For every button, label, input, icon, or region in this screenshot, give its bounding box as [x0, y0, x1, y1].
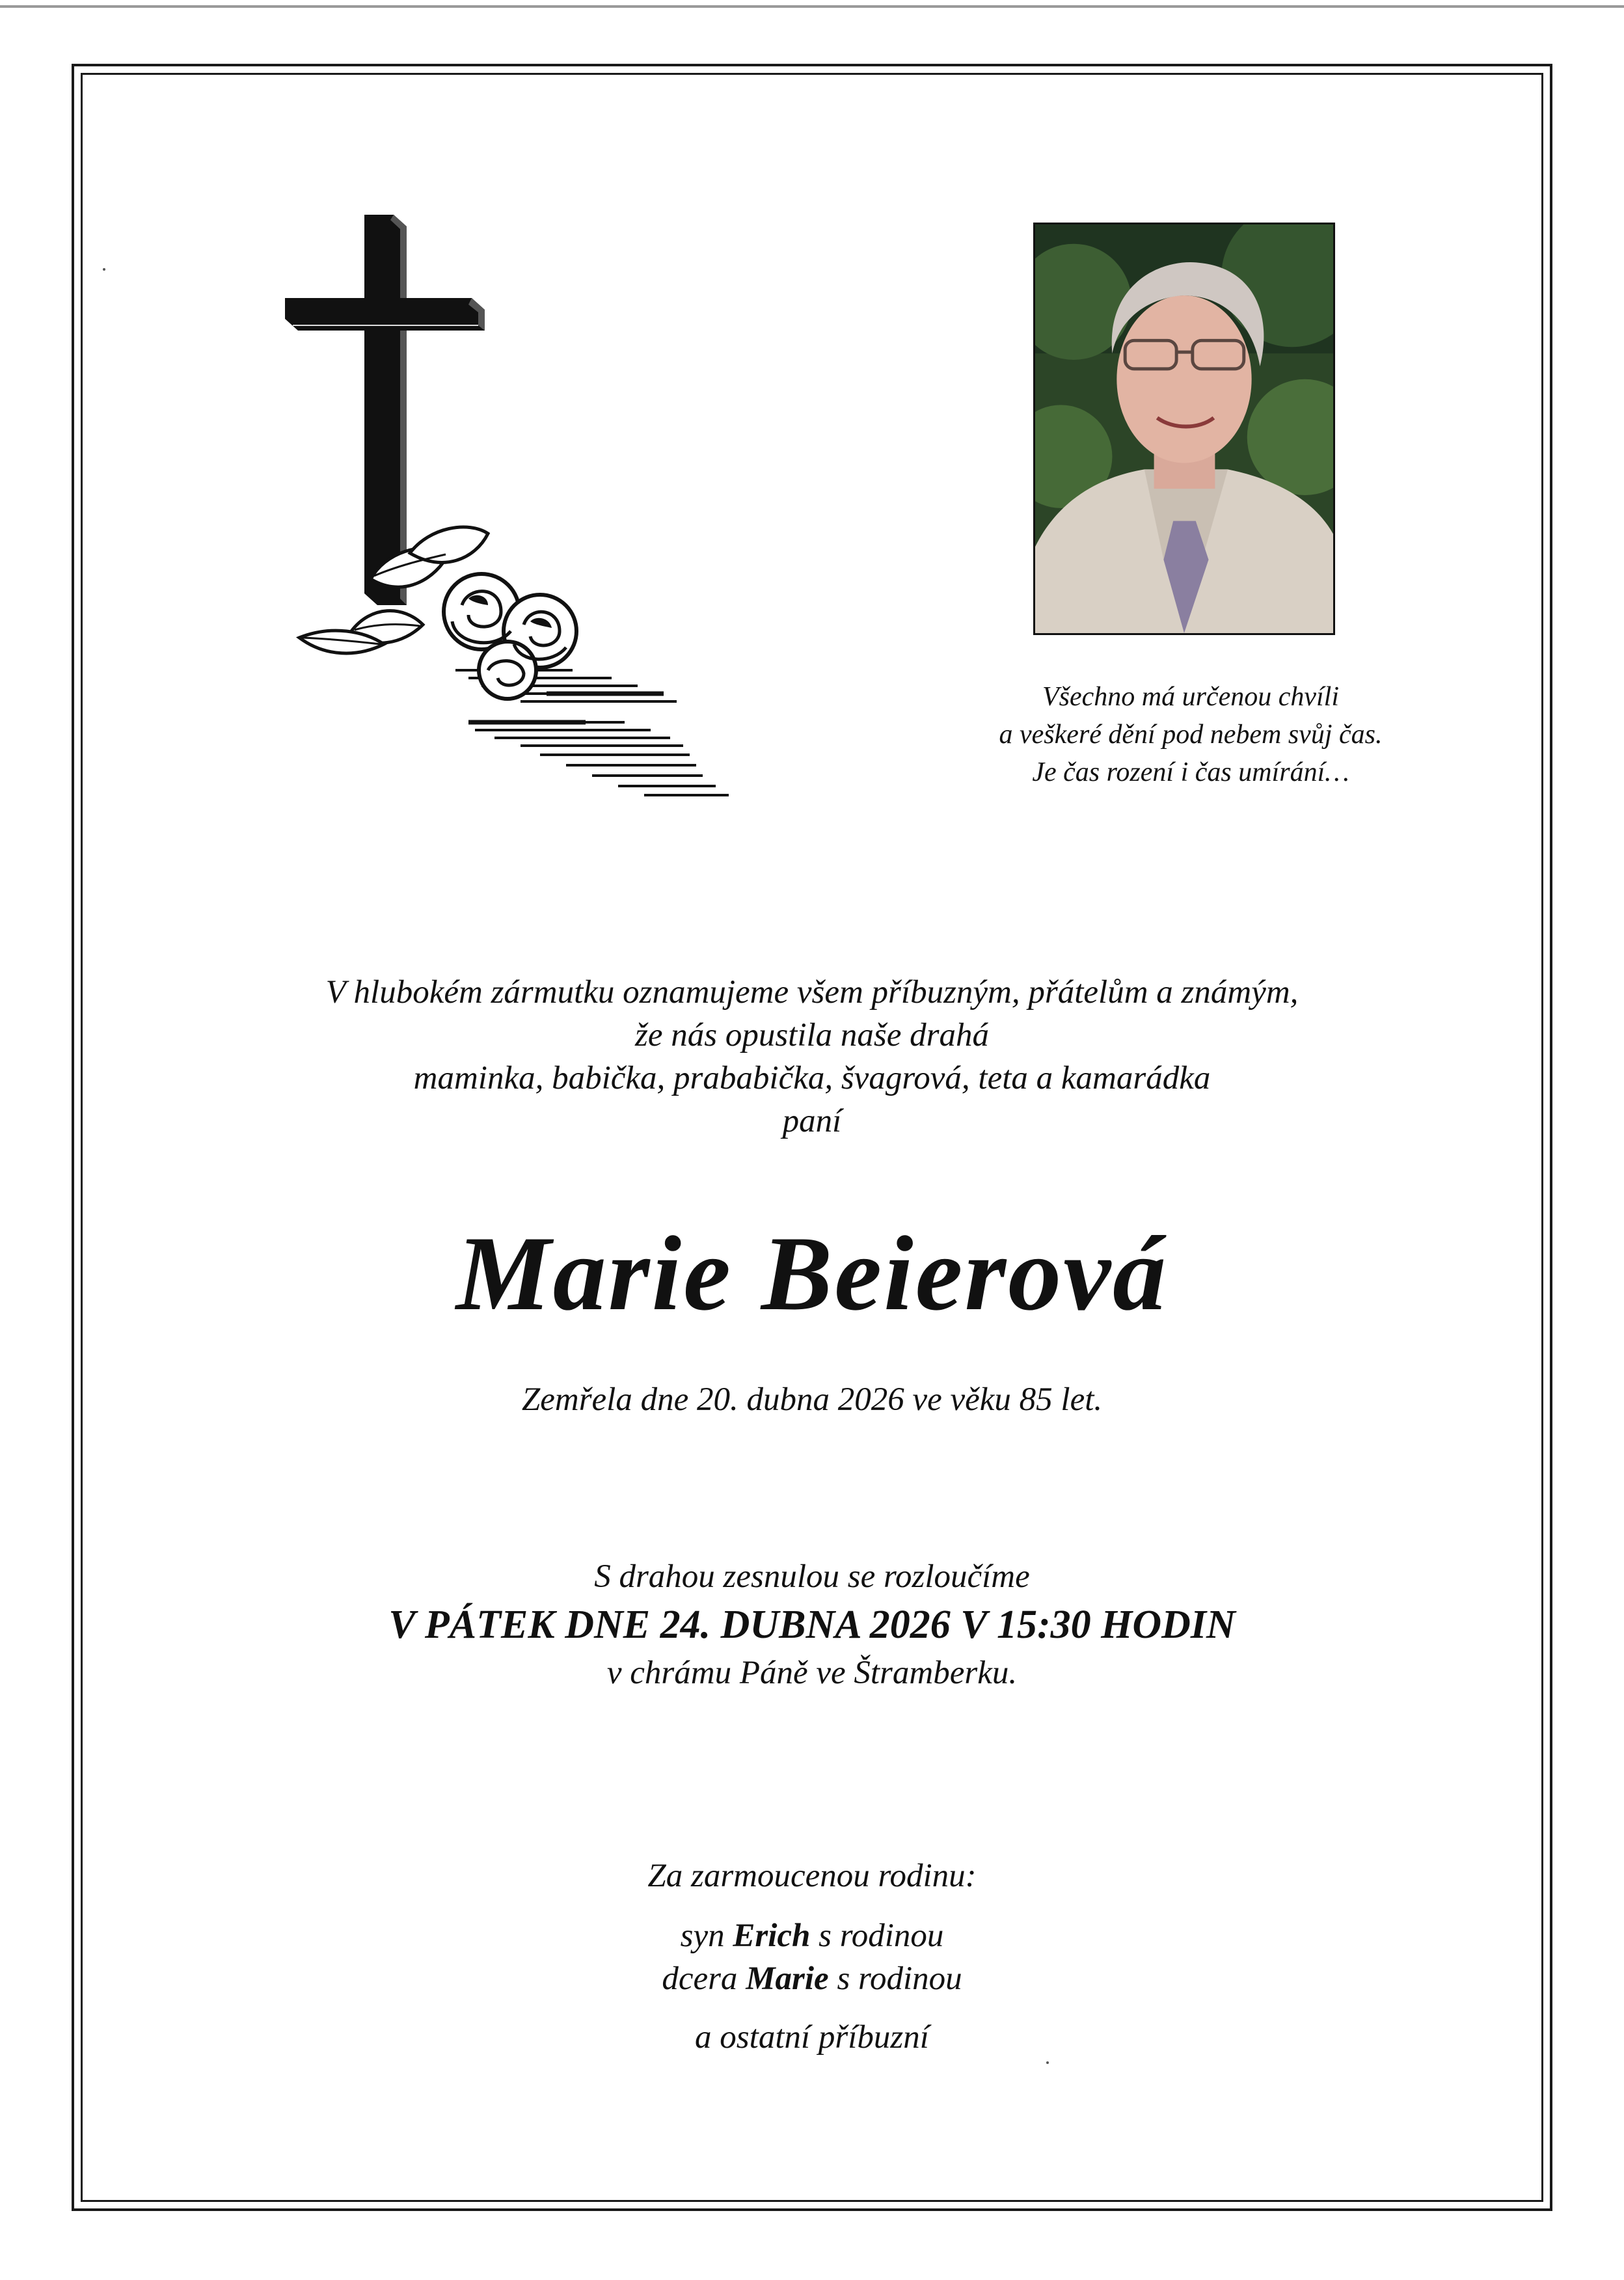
family-daughter: [0, 1957, 1624, 2000]
son-name: Erich: [733, 1918, 811, 1954]
son-suffix: s rodinou: [819, 1918, 944, 1954]
family-son: [0, 1914, 1624, 1957]
daughter-prefix: dcera: [662, 1961, 738, 1997]
funeral-location: v chrámu Páně ve Štramberku.: [606, 1655, 1018, 1691]
intro-line: maminka, babička, prababička, švagrová, teta a kamarádka: [413, 1060, 1211, 1096]
intro-line: V hlubokém zármutku oznamujeme všem příbuzným, přátelům a známým,: [325, 974, 1299, 1011]
family-signature: [0, 1854, 1624, 2059]
portrait-photo: [1033, 223, 1335, 635]
farewell-block: [0, 1555, 1624, 1694]
funeral-date-time: V PÁTEK DNE 24. DUBNA 2026 V 15:30 HODIN: [388, 1603, 1236, 1647]
quote-block: [800, 678, 1581, 791]
family-others: a ostatní příbuzní: [695, 2019, 929, 2056]
quote-line: Je čas rození i čas umírání…: [1032, 757, 1349, 787]
farewell-intro: S drahou zesnulou se rozloučíme: [594, 1558, 1030, 1595]
scan-speck: [103, 268, 105, 271]
deceased-name: Marie Beierová: [455, 1215, 1169, 1333]
intro-line: paní: [782, 1103, 842, 1139]
son-prefix: syn: [680, 1918, 725, 1954]
daughter-name: Marie: [746, 1961, 829, 1997]
daughter-suffix: s rodinou: [837, 1961, 962, 1997]
cross-with-roses-icon: [273, 215, 742, 800]
quote-line: Všechno má určenou chvíli: [1042, 682, 1340, 712]
scan-edge-line: [0, 5, 1624, 8]
quote-line: a veškeré dění pod nebem svůj čas.: [999, 720, 1383, 750]
intro-line: že nás opustila naše drahá: [634, 1017, 990, 1053]
scan-speck: [1046, 2061, 1049, 2064]
death-date-line: Zemřela dne 20. dubna 2026 ve věku 85 let.: [521, 1381, 1103, 1418]
family-heading: Za zarmoucenou rodinu:: [647, 1858, 977, 1894]
announcement-intro: [0, 971, 1624, 1143]
